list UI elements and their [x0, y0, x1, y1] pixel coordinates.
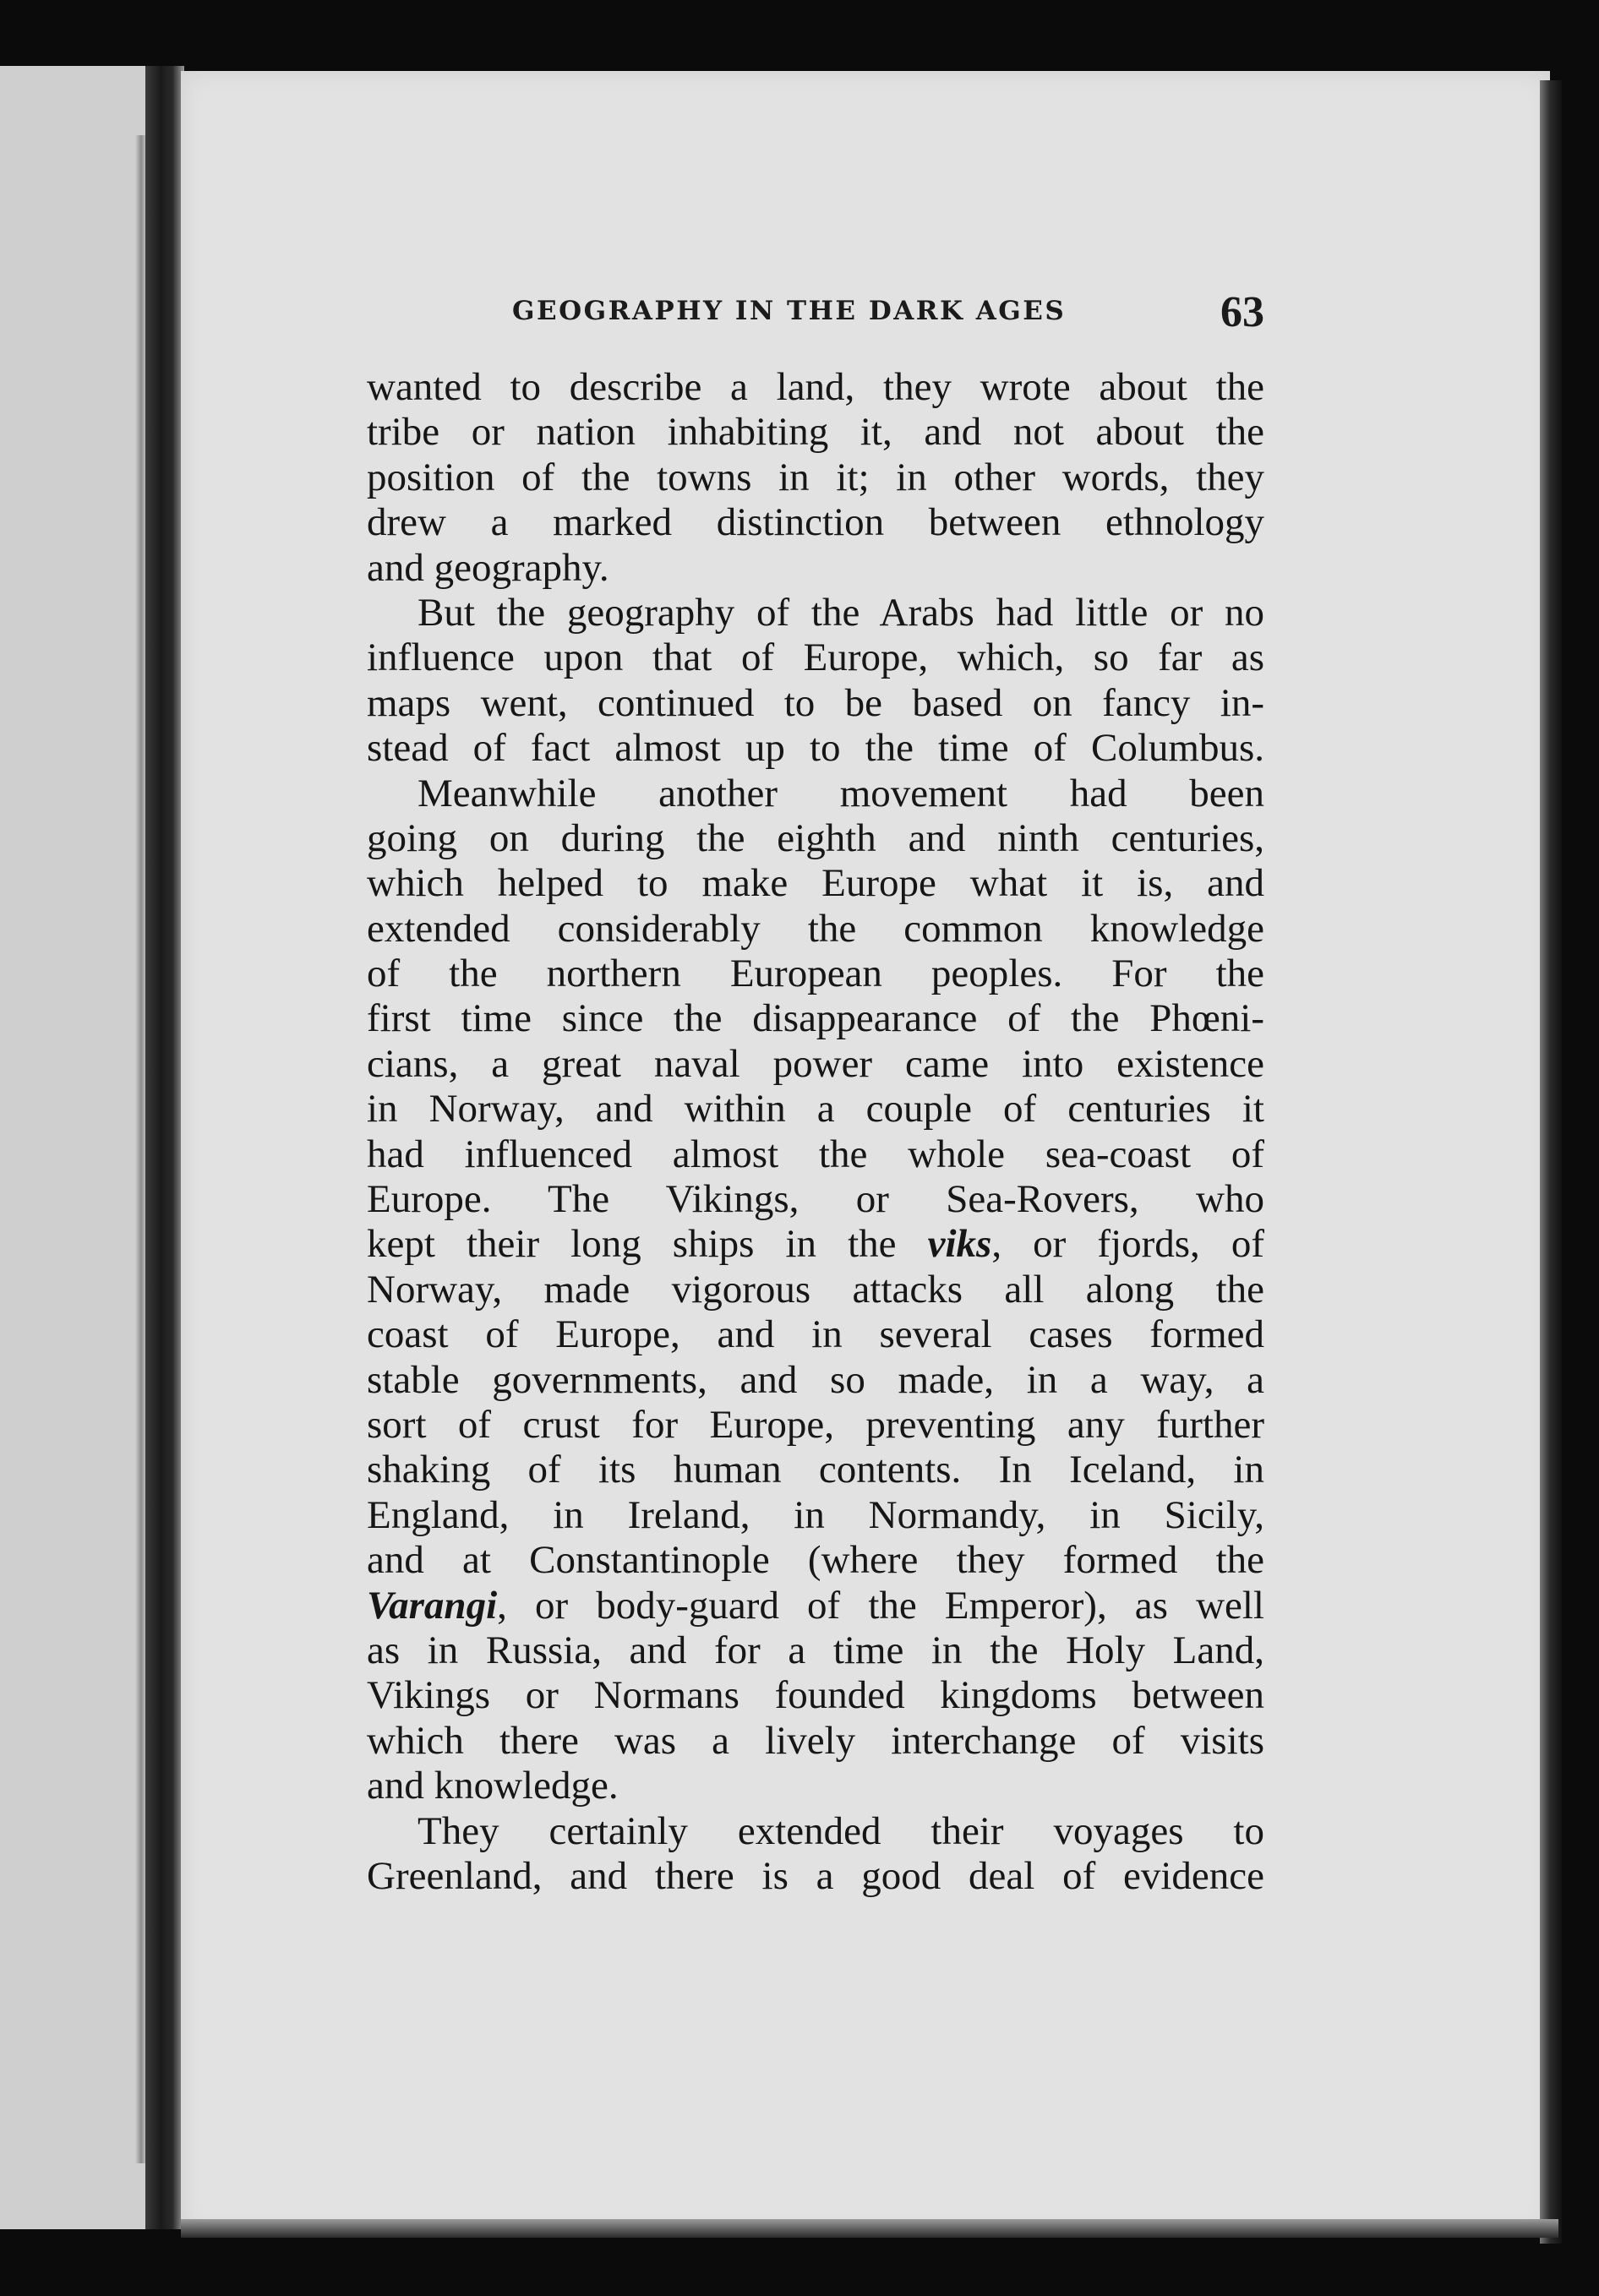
- text-line: But the geography of the Arabs had little or no: [417, 590, 1264, 635]
- book-gutter: [145, 66, 184, 2229]
- text-line: They certainly extended their voyages to: [417, 1808, 1264, 1853]
- text-line: and knowledge.: [367, 1764, 619, 1808]
- text-line: coast of Europe, and in several cases formed: [367, 1312, 1264, 1357]
- text-line: England, in Ireland, in Normandy, in Sicily,: [367, 1492, 1264, 1537]
- text-line: Meanwhile another movement had been: [417, 771, 1264, 815]
- text-segment: , or body-guard of the Emperor), as well: [497, 1583, 1264, 1628]
- text-line: had influenced almost the whole sea-coast of: [367, 1132, 1264, 1176]
- text-line: first time since the disappearance of the Phœni-: [367, 996, 1264, 1041]
- text-line: and at Constantinople (where they formed the: [367, 1538, 1264, 1583]
- text-line-with-italic: [367, 1222, 1264, 1267]
- text-segment: , or fjords, of: [991, 1222, 1264, 1267]
- text-line: drew a marked distinction between ethnology: [367, 500, 1264, 545]
- running-head: [363, 287, 1264, 346]
- text-line: as in Russia, and for a time in the Holy Land,: [367, 1628, 1264, 1672]
- page-number: 63: [1220, 288, 1264, 336]
- italic-word: Varangi: [367, 1583, 498, 1628]
- text-line-with-italic: [367, 1584, 1264, 1628]
- text-line: tribe or nation inhabiting it, and not about the: [367, 410, 1264, 455]
- text-line: Vikings or Normans founded kingdoms between: [367, 1673, 1264, 1718]
- page-fore-edge: [1540, 80, 1562, 2244]
- text-line: in Norway, and within a couple of centuries it: [367, 1087, 1264, 1132]
- text-line: going on during the eighth and ninth centuries,: [367, 815, 1264, 860]
- text-line: extended considerably the common knowledge: [367, 906, 1264, 951]
- text-line: shaking of its human contents. In Iceland, in: [367, 1448, 1264, 1492]
- text-line: stable governments, and so made, in a way, a: [367, 1357, 1264, 1402]
- body-text: [367, 365, 1264, 1899]
- text-line: stead of fact almost up to the time of Columbus.: [367, 726, 1264, 771]
- italic-word: viks: [927, 1222, 992, 1267]
- text-line: and geography.: [367, 545, 609, 590]
- text-line: influence upon that of Europe, which, so far as: [367, 635, 1264, 680]
- text-line: sort of crust for Europe, preventing any further: [367, 1402, 1264, 1447]
- page-bottom-edge: [181, 2219, 1558, 2238]
- text-segment: kept their long ships in the: [367, 1222, 897, 1267]
- text-line: Norway, made vigorous attacks all along the: [367, 1267, 1264, 1312]
- text-line: which helped to make Europe what it is, and: [367, 861, 1264, 906]
- facing-page-edge: [0, 66, 150, 2229]
- text-line: Europe. The Vikings, or Sea-Rovers, who: [367, 1177, 1264, 1222]
- text-line: wanted to describe a land, they wrote about the: [367, 365, 1264, 409]
- text-line: cians, a great naval power came into existence: [367, 1041, 1264, 1086]
- text-line: of the northern European peoples. For the: [367, 952, 1264, 996]
- text-line: position of the towns in it; in other words, they: [367, 455, 1264, 499]
- text-line: which there was a lively interchange of visits: [367, 1718, 1264, 1763]
- running-title: GEOGRAPHY IN THE DARK AGES: [512, 296, 1067, 326]
- text-line: maps went, continued to be based on fancy in-: [367, 680, 1264, 725]
- text-line: Greenland, and there is a good deal of evidence: [367, 1853, 1264, 1898]
